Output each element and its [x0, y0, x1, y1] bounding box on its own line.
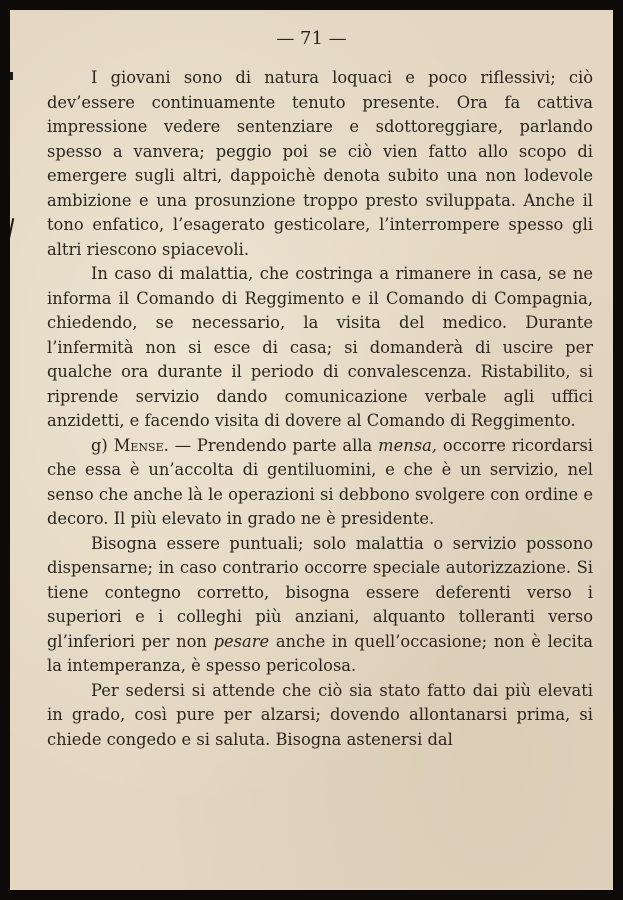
- section-label: g): [91, 435, 108, 455]
- paragraph-punctuality: [47, 532, 593, 679]
- margin-mark-middle: [10, 218, 14, 240]
- paragraph-illness: In caso di malattia, che costringa a rimanere in casa, se ne informa il Comando di Reggimento e il Comando di Compagnia, chiedendo, se necessario, la visita del medico. Durante l’infermità non si esce di casa; si domanderà di uscire per qualche ora durante il periodo di convalescenza. Ristabilito, si riprende servizio dando comunicazione verbale agli uffici anzidetti, e facendo visita di dovere al Comando di Reggimento.: [47, 264, 593, 430]
- paragraph-mense: [47, 434, 593, 532]
- paragraph-behavior: I giovani sono di natura loquaci e poco riflessivi; ciò dev’essere continuamente tenuto presente. Ora fa cattiva impressione vedere sentenziare e sdottoreggiare, parlando spesso a vanvera; peggio poi se ciò vien fatto allo scopo di emergere sugli altri, dappoichè denota subito una non lodevole ambizione e una prosunzione troppo presto sviluppata. Anche il tono enfatico, l’esagerato gesticolare, l’interrompere spesso gli altri riescono spiacevoli.: [47, 68, 593, 259]
- paragraph-punctuality-text-1: Bisogna essere puntuali; solo malattia o servizio possono dispensarne; in caso contrario occorre speciale autorizzazione. Si tiene contegno corretto, bisogna essere deferenti verso i superiori e i colleghi più anziani, alquanto tolleranti verso gl’inferiori per non: [47, 533, 593, 651]
- book-page: [10, 10, 613, 890]
- section-heading: Mense: [113, 435, 164, 455]
- page-number: — 71 —: [276, 28, 347, 49]
- italic-mensa: mensa,: [378, 435, 437, 455]
- paragraph-punctuality-text-2: anche in quell’occasione; non è lecita la intemperanza, è spesso pericolosa.: [47, 631, 593, 675]
- page-body: [47, 66, 593, 752]
- margin-mark-top: [10, 72, 13, 80]
- paragraph-mense-text-2: occorre ricordarsi che essa è un’accolta di gentiluomini, e che è un servizio, nel senso che anche là le operazioni si debbono svolgere con ordine e decoro. Il più elevato in grado ne è presidente.: [47, 435, 594, 528]
- italic-pesare: pesare: [213, 631, 270, 651]
- paragraph-mense-text-1: Prendendo parte alla: [190, 435, 379, 455]
- paragraph-seating: Per sedersi si attende che ciò sia stato fatto dai più elevati in grado, così pure per alzarsi; dovendo allontanarsi prima, si chiede congedo e si saluta. Bisogna astenersi dal: [47, 680, 593, 749]
- heading-dash: . —: [163, 435, 191, 455]
